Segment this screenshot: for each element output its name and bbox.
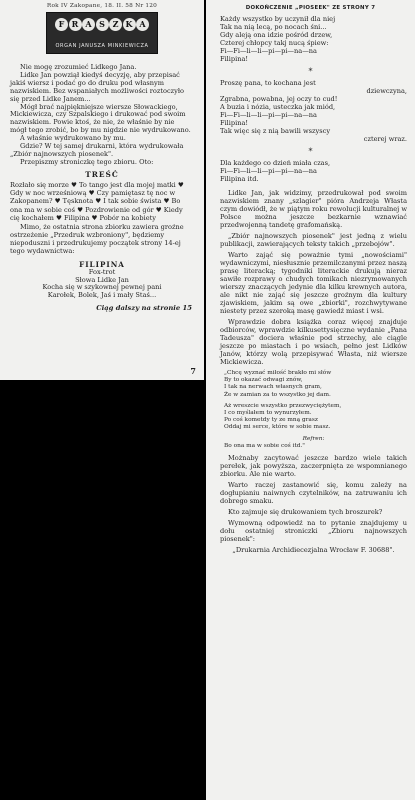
toc-title: TREŚĆ [85,169,119,179]
quote-line: Aż wreszcie wszystko przezwyciężytem, [224,402,342,409]
paragraph: Warto raczej zastanowić się, komu zależy na dogłupianiu naiwnych czytelników, na zatruwaniu ich dobrego smaku. [220,481,407,506]
continued-note: Ciąg dalszy na stronie 15 [96,304,192,313]
masthead-org: ORGAN JANUSZA MINKIEWICZA [55,43,149,49]
song-line: Karołek, Bolek, Jaś i mały Staś... [47,291,157,300]
paragraph: Mimo, że ostatnia strona zbiorku zawiera groźne ostrzeżenie „Przedruk wzbroniony", będziemy niepoduszni i przedrukujemy początek strony 14-ej tego wydawnictwa: [10,223,184,255]
warning-text [10,224,192,256]
masthead-letter: R [69,18,82,31]
paragraph: Mógł brać najpiękniejsze wiersze Słowackiego, Mickiewicza, czy Szpalskiego i drukować pod swoim nazwiskiem. Powie ktoś, że nie, że właśnie by nie mógł tego zrobić, bo by mu nigdzie nie wydrukowano. [10,102,191,135]
verse-line: Filipina! [220,55,249,63]
paragraph: Kto zajmuje się drukowaniem tych broszurek? [228,508,383,517]
paragraph: Wymowną odpowiedź na to pytanie znajdujemy u dołu ostatniej stroniczki „Zbioru najnowszych piosenek": [220,519,407,544]
verse-1 [220,15,407,63]
song-line: Kocha się w szykownej pewnej pani [42,283,162,292]
continuation-header: DOKOŃCZENIE „PIOSEEK" ZE STRONY 7 [245,5,376,11]
masthead-letter: A [82,18,95,31]
verse-line: Dla każdego co dzień miała czas, [220,159,331,167]
quote-line: „Chcę wyznać miłość brakło mi słów [224,370,332,376]
song-title: FILIPINA [79,259,125,269]
quoted-song [224,370,403,450]
imprint-quote: „Drukarnia Archidiecezjalna Wrocław F. 30688". [232,546,395,555]
verse-line: Gdy aleją ona idzie pośród drzew, [220,31,333,39]
paragraph: A właśnie wydrukowano by mu. [20,134,126,143]
paragraph: Nie mogę zrozumieć Lidkego Jana. [20,63,137,71]
quote-line: By to okazać odwagi znów, [224,377,303,384]
paragraph: Warto zająć się poważnie tymi „nowościami" wydawniczymi, niesłusznie przemilczanymi przez naszą prasę literacką; tygodniki literackie drukują nieraz sawiłe rozprawy o chudych tomikach niezrymowanych wierszy znaczących jedynie dla kilku krewnych autora, ale nikt nie zająć się jeszcze groźnym dla kultury zjawiskiem, jakim są owe „zbiorki", rozchwytywane niestety przez szeroką masę gawiedź miast i wsi. [220,251,407,315]
verse-line: A buzia i nózia, usteczka jak miód, [220,103,336,111]
verse-3 [220,159,407,183]
page-number: 7 [190,366,196,376]
commentary [220,189,407,366]
masthead-letters [55,18,149,31]
left-page [0,0,204,380]
masthead-letter: A [136,18,149,31]
verse-line: Tak więc się z nią bawili wszyscy [220,127,331,135]
masthead-letter: Z [109,18,122,31]
quote-line: I co myślałem to wynurzyłem. [224,410,312,417]
verse-line: Filipina! [220,119,249,127]
verse-line: Czterej chłopcy takj nucą śpiew: [220,39,329,47]
closing-commentary [220,454,407,554]
right-page [206,0,415,800]
verse-line: czterej wraz. [363,135,407,143]
verse-line: Zgrabna, powabna, jej oczy to cud! [220,95,338,103]
issue-header: Rok IV Zakopane, 18. II. 58 Nr 120 [46,3,158,9]
masthead-logo [46,12,158,54]
masthead-letter: K [123,18,136,31]
star-separator: * [308,147,313,156]
quote-line: Po coś kometdy ty ze mną grasz [224,417,318,424]
toc-list: Rozłało się morze ♥ To tango jest dla mojej matki ♥ Gdy w noc wrześniową ♥ Czy pamiętasz tę noc w Zakopanem? ♥ Tęsknota ♥ I tak sobie śwista ♥ Bo ona ma w sobie coś ♥ Pozdrowienie od gór ♥ Kiedy cię kochałem ♥ Filipina ♥ Pobór na kobiety [10,180,184,222]
masthead-letter: S [96,18,109,31]
paragraph: „Zbiór najnowszych piosenek" jest jedną z wielu publikacji, zawierających teksty takich „przebojów". [220,232,407,248]
quote-line: Że w zamian za to wszystko jej dam. [224,391,331,398]
quote-line: I tak na nerwach własnych gram, [224,384,322,391]
paragraph: Przepiszmy stroniczkę tego zbioru. Oto: [20,157,154,166]
masthead-letter: F [55,18,68,31]
verse-line: Fi—Fi—li—li—pi—pi—na—na [220,111,317,119]
verse-line: dziewczyna, [366,87,407,95]
refrain-line: Bo ona ma w sobie coś itd." [224,442,305,449]
verse-line: Każdy wszystko by uczynił dla niej [220,15,336,23]
refrain-label: Refren: [302,435,325,442]
quote-line: Oddaj mi serce, które w sobie masz. [224,424,331,431]
verse-line: Filipina itd. [220,175,259,183]
song-meta: Fox-trot [88,267,116,276]
verse-2 [220,79,407,143]
verse-line: Fi—Fi—li—li—pi—pi—na—na [220,47,317,55]
intro-text [10,64,192,167]
paragraph: Gdzie? W tej samej drukarni, która wydrukowała „Zbiór najnowszych piosenek". [10,142,184,158]
verse-line: Fi—Fi—li—li—pi—pi—na—na [220,167,317,175]
paragraph: Lidke Jan powziął kiedyś decyzję, aby przepisać jakiś wiersz i podać go do druku pod własnym nazwiskiem. Bez wspaniałych możliwości roztoczyło się przed Lidke Janem... [10,70,184,103]
star-separator: * [308,67,313,76]
paragraph: Możnaby zacytować jeszcze bardzo wiele takich perełek, jak powyższa, zaczerpnięta ze wspomnianego zbiorku. Ale nie warto. [220,454,407,479]
paragraph: Wprawdzie dobra książka coraz więcej znajduje odbiorców, wprawdzie kilkusettysięczne wydanie „Pana Tadeusza" dociera właśnie pod strzechy, ale ciągle jeszcze po miastach i po wsiach, pełno jest Lidków Janów, którzy wolą przepisywać Własta, niż wiersze Mickiewicza. [220,318,407,366]
verse-line: Proszę pana, to kochana jest [220,79,316,87]
verse-line: Tak na nią lecą, po nocach śni... [220,23,327,31]
paragraph: Lidke Jan, jak widzimy, przedrukował pod swoim nazwiskiem znany „szlagier" pióra Andrzeja Własta czym dowiódł, że w piątym roku rewolucji kulturalnej w Polsce można jeszcze bezkarnie wznawiać przedwojenną tandetę grafomańską. [220,189,407,229]
song-meta: Słowa Lidke Jan [75,275,129,284]
